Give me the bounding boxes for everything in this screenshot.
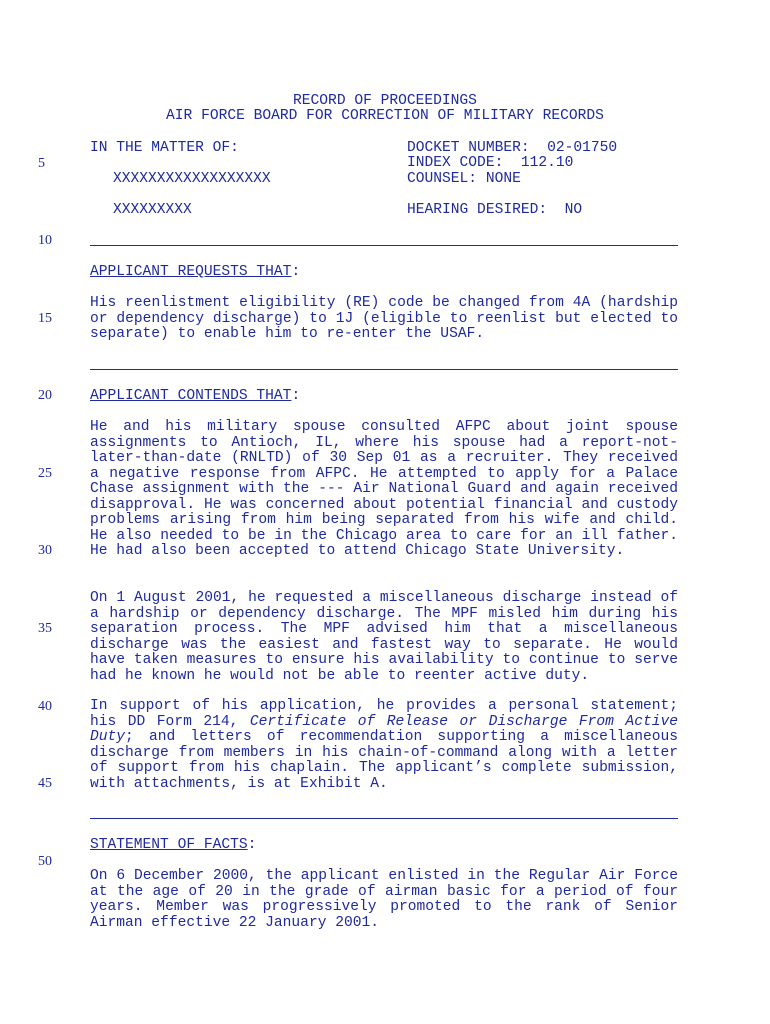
divider: [90, 245, 678, 246]
line-number: 10: [38, 233, 52, 248]
applicant-id-redacted: XXXXXXXXX: [113, 202, 192, 218]
document-subtitle: AIR FORCE BOARD FOR CORRECTION OF MILITARY RECORDS: [166, 108, 604, 124]
line-number: 50: [38, 854, 52, 869]
section-heading-facts: STATEMENT OF FACTS:: [90, 837, 257, 853]
requests-body: His reenlistment eligibility (RE) code be changed from 4A (hardship or dependency discharge) to 1J (eligible to reenlist but elected to separate) to enable him to re-enter the USAF.: [90, 295, 678, 342]
line-number: 30: [38, 543, 52, 558]
line-number: 25: [38, 466, 52, 481]
matter-label: IN THE MATTER OF:: [90, 140, 239, 156]
divider: [90, 818, 678, 819]
form-title-italic: Certificate of Release or Discharge From Active Duty: [90, 713, 678, 745]
line-number: 15: [38, 311, 52, 326]
docket-number: DOCKET NUMBER: 02-01750: [407, 140, 618, 156]
applicant-name-redacted: XXXXXXXXXXXXXXXXXX: [113, 171, 271, 187]
line-number: 5: [38, 156, 45, 171]
line-number: 35: [38, 621, 52, 636]
line-number: 45: [38, 776, 52, 791]
line-number: 20: [38, 388, 52, 403]
section-heading-requests: APPLICANT REQUESTS THAT:: [90, 264, 301, 280]
contends-paragraph-2: On 1 August 2001, he requested a miscellaneous discharge instead of a hardship or dependency discharge. The MPF misled him during his separation process. The MPF advised him that a miscellaneous discharge was the easiest and fastest way to separate. He would have taken measures to ensure his availability to continue to serve had he known he would not be able to reenter active duty.: [90, 590, 678, 684]
counsel: COUNSEL: NONE: [407, 171, 521, 187]
contends-paragraph-1: He and his military spouse consulted AFPC about joint spouse assignments to Antioch, IL, where his spouse had a report-not-later-than-date (RNLTD) of 30 Sep 01 as a recruiter. They received a negative response from AFPC. He attempted to apply for a Palace Chase assignment with the --- Air National Guard and again received disapproval. He was concerned about potential financial and custody problems arising from him being separated from his wife and child. He also needed to be in the Chicago area to care for an ill father. He had also been accepted to attend Chicago State University.: [90, 419, 678, 559]
facts-body: On 6 December 2000, the applicant enlisted in the Regular Air Force at the age of 20 in the grade of airman basic for a period of four years. Member was progressively promoted to the rank of Senior Airman effective 22 January 2001.: [90, 868, 678, 931]
document-title: RECORD OF PROCEEDINGS: [293, 93, 477, 109]
hearing-desired: HEARING DESIRED: NO: [407, 202, 583, 218]
index-code: INDEX CODE: 112.10: [407, 155, 574, 171]
line-number: 40: [38, 699, 52, 714]
divider: [90, 369, 678, 370]
contends-paragraph-3: In support of his application, he provides a personal statement; his DD Form 214, Certificate of Release or Discharge From Active Duty; and letters of recommendation supporting a miscellaneous discharge from members in his chain-of-command along with a letter of support from his chaplain. The applicant’s complete submission, with attachments, is at Exhibit A.: [90, 698, 678, 792]
section-heading-contends: APPLICANT CONTENDS THAT:: [90, 388, 301, 404]
